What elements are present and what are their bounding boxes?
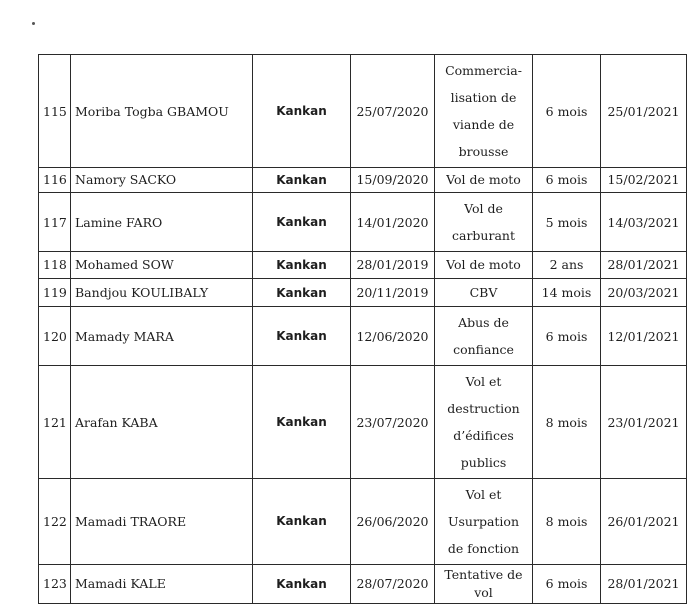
row-date: 28/01/2019: [351, 252, 435, 279]
row-city: Kankan: [253, 479, 351, 565]
row-duration: 2 ans: [533, 252, 601, 279]
row-name: Mamadi TRAORE: [71, 479, 253, 565]
row-offense: CBV: [435, 279, 533, 307]
row-number: 119: [39, 279, 71, 307]
row-offense: Vol de carburant: [435, 193, 533, 252]
row-offense: Vol et destruction d’édifices publics: [435, 366, 533, 479]
row-city: Kankan: [253, 307, 351, 366]
row-duration: 6 mois: [533, 55, 601, 168]
table-row: [39, 168, 687, 193]
row-release-date: 12/01/2021: [601, 307, 687, 366]
table-row: [39, 307, 687, 366]
row-city: Kankan: [253, 55, 351, 168]
row-release-date: 14/03/2021: [601, 193, 687, 252]
row-offense: Vol de moto: [435, 252, 533, 279]
table-row: [39, 252, 687, 279]
row-offense: Vol de moto: [435, 168, 533, 193]
row-city: Kankan: [253, 279, 351, 307]
row-number: 120: [39, 307, 71, 366]
row-date: 14/01/2020: [351, 193, 435, 252]
row-release-date: 28/01/2021: [601, 565, 687, 604]
row-offense: Abus de confiance: [435, 307, 533, 366]
row-city: Kankan: [253, 565, 351, 604]
row-date: 20/11/2019: [351, 279, 435, 307]
row-date: 12/06/2020: [351, 307, 435, 366]
row-name: Mamady MARA: [71, 307, 253, 366]
table-row: [39, 279, 687, 307]
row-offense: Tentative de vol: [435, 565, 533, 604]
row-city: Kankan: [253, 193, 351, 252]
row-duration: 8 mois: [533, 479, 601, 565]
row-duration: 6 mois: [533, 565, 601, 604]
table-row: [39, 193, 687, 252]
row-duration: 14 mois: [533, 279, 601, 307]
row-release-date: 23/01/2021: [601, 366, 687, 479]
row-offense: Vol et Usurpation de fonction: [435, 479, 533, 565]
row-number: 116: [39, 168, 71, 193]
row-date: 15/09/2020: [351, 168, 435, 193]
row-date: 25/07/2020: [351, 55, 435, 168]
row-number: 122: [39, 479, 71, 565]
row-release-date: 25/01/2021: [601, 55, 687, 168]
table-row: [39, 366, 687, 479]
row-number: 118: [39, 252, 71, 279]
row-duration: 6 mois: [533, 307, 601, 366]
row-name: Moriba Togba GBAMOU: [71, 55, 253, 168]
row-release-date: 20/03/2021: [601, 279, 687, 307]
scan-speck: [32, 22, 35, 25]
table-row: [39, 565, 687, 604]
row-release-date: 28/01/2021: [601, 252, 687, 279]
row-date: 28/07/2020: [351, 565, 435, 604]
row-city: Kankan: [253, 366, 351, 479]
table-row: [39, 55, 687, 168]
row-duration: 8 mois: [533, 366, 601, 479]
row-number: 121: [39, 366, 71, 479]
row-name: Arafan KABA: [71, 366, 253, 479]
row-duration: 5 mois: [533, 193, 601, 252]
detainee-table: [38, 54, 687, 604]
row-date: 23/07/2020: [351, 366, 435, 479]
row-offense: Commercia-lisation de viande de brousse: [435, 55, 533, 168]
row-release-date: 26/01/2021: [601, 479, 687, 565]
row-number: 123: [39, 565, 71, 604]
row-number: 115: [39, 55, 71, 168]
row-duration: 6 mois: [533, 168, 601, 193]
row-name: Lamine FARO: [71, 193, 253, 252]
row-release-date: 15/02/2021: [601, 168, 687, 193]
row-number: 117: [39, 193, 71, 252]
row-city: Kankan: [253, 168, 351, 193]
row-name: Mohamed SOW: [71, 252, 253, 279]
row-name: Bandjou KOULIBALY: [71, 279, 253, 307]
row-name: Namory SACKO: [71, 168, 253, 193]
row-name: Mamadi KALE: [71, 565, 253, 604]
table-row: [39, 479, 687, 565]
row-date: 26/06/2020: [351, 479, 435, 565]
row-city: Kankan: [253, 252, 351, 279]
